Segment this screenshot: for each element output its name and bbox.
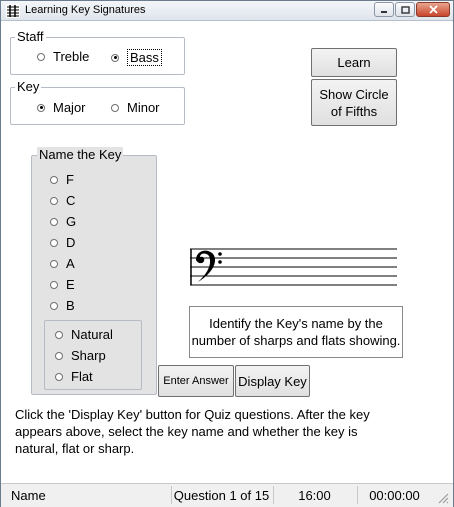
note-radio-b-label: B [66,298,75,313]
circle-of-fifths-label-line2: of Fifths [330,103,378,119]
note-radio-a-label: A [66,256,75,271]
status-elapsed-text: 00:00:00 [369,487,420,503]
minimize-button[interactable] [374,2,394,17]
major-radio[interactable] [37,100,86,115]
enter-answer-button[interactable] [158,365,234,397]
treble-radio[interactable] [37,49,89,64]
note-radio-f-dot[interactable] [50,176,58,184]
note-radio-a-dot[interactable] [50,260,58,268]
natural-radio-dot[interactable] [55,331,63,339]
sharp-radio[interactable] [55,348,106,363]
resize-grip-icon[interactable] [437,492,449,504]
key-group-label: Key [17,79,40,94]
circle-of-fifths-label-line1: Show Circle [319,86,389,102]
treble-radio-label: Treble [53,49,90,64]
maximize-button[interactable] [395,2,415,17]
bass-radio[interactable] [111,49,162,66]
music-staff-icon [6,4,20,18]
circle-of-fifths-button[interactable] [311,79,397,126]
staff-group [10,29,185,75]
enter-answer-label: Enter Answer [163,374,229,387]
note-radio-d[interactable] [50,235,75,250]
accidental-group [44,320,142,390]
window-title: Learning Key Signatures [25,4,146,16]
note-radio-e-label: E [66,277,75,292]
note-radio-g-dot[interactable] [50,218,58,226]
close-button[interactable] [416,2,450,17]
name-the-key-label: Name the Key [39,147,122,162]
instructions-line1: Click the 'Display Key' button for Quiz questions. After the key [15,407,370,422]
note-radio-f[interactable] [50,172,74,187]
note-radio-c-dot[interactable] [50,197,58,205]
instructions-line3: natural, flat or sharp. [15,441,135,456]
status-question [171,486,271,504]
major-radio-dot[interactable] [37,104,45,112]
bass-clef-icon [196,251,222,282]
info-box [189,306,403,358]
status-name-text: Name [11,487,46,503]
note-radio-g-label: G [66,214,77,229]
instructions-text [15,406,435,457]
bass-radio-label: Bass [127,49,162,66]
key-group [10,79,185,125]
note-radio-b-dot[interactable] [50,302,58,310]
note-radio-d-dot[interactable] [50,239,58,247]
instructions-line2: appears above, select the key name and whether the key is [15,424,358,439]
flat-radio[interactable] [55,369,93,384]
status-name [3,486,169,504]
minimize-icon [380,6,388,14]
natural-radio[interactable] [55,327,113,342]
minor-radio-dot[interactable] [111,104,119,112]
title-bar[interactable] [1,1,453,21]
note-radio-a[interactable] [50,256,75,271]
note-radio-b[interactable] [50,298,75,313]
sharp-radio-dot[interactable] [55,352,63,360]
minor-radio[interactable] [111,100,160,115]
note-radio-c-label: C [66,193,76,208]
bass-radio-dot[interactable] [111,54,119,62]
note-radio-g[interactable] [50,214,76,229]
natural-radio-label: Natural [71,327,113,342]
major-radio-label: Major [53,100,86,115]
status-bar [1,483,453,507]
learn-button[interactable] [311,48,397,77]
note-radio-d-label: D [66,235,76,250]
display-key-label: Display Key [238,373,307,389]
note-radio-c[interactable] [50,193,75,208]
status-time-text: 16:00 [298,487,331,503]
note-radio-e-dot[interactable] [50,281,58,289]
sharp-radio-label: Sharp [71,348,106,363]
staff-group-label: Staff [17,29,44,44]
learn-button-label: Learn [337,55,371,70]
status-elapsed [357,486,431,504]
display-key-button[interactable] [235,365,310,397]
status-time [273,486,355,504]
note-radio-f-label: F [66,172,74,187]
info-box-line1: Identify the Key's name by the [209,316,383,331]
treble-radio-dot[interactable] [37,53,45,61]
staff-display [190,245,398,291]
status-question-text: Question 1 of 15 [173,487,270,503]
maximize-icon [401,6,410,14]
close-icon [429,5,438,14]
minor-radio-label: Minor [127,100,160,115]
name-the-key-group [31,147,157,395]
note-radio-e[interactable] [50,277,75,292]
flat-radio-dot[interactable] [55,373,63,381]
info-box-line2: number of sharps and flats showing. [191,333,401,348]
flat-radio-label: Flat [71,369,93,384]
